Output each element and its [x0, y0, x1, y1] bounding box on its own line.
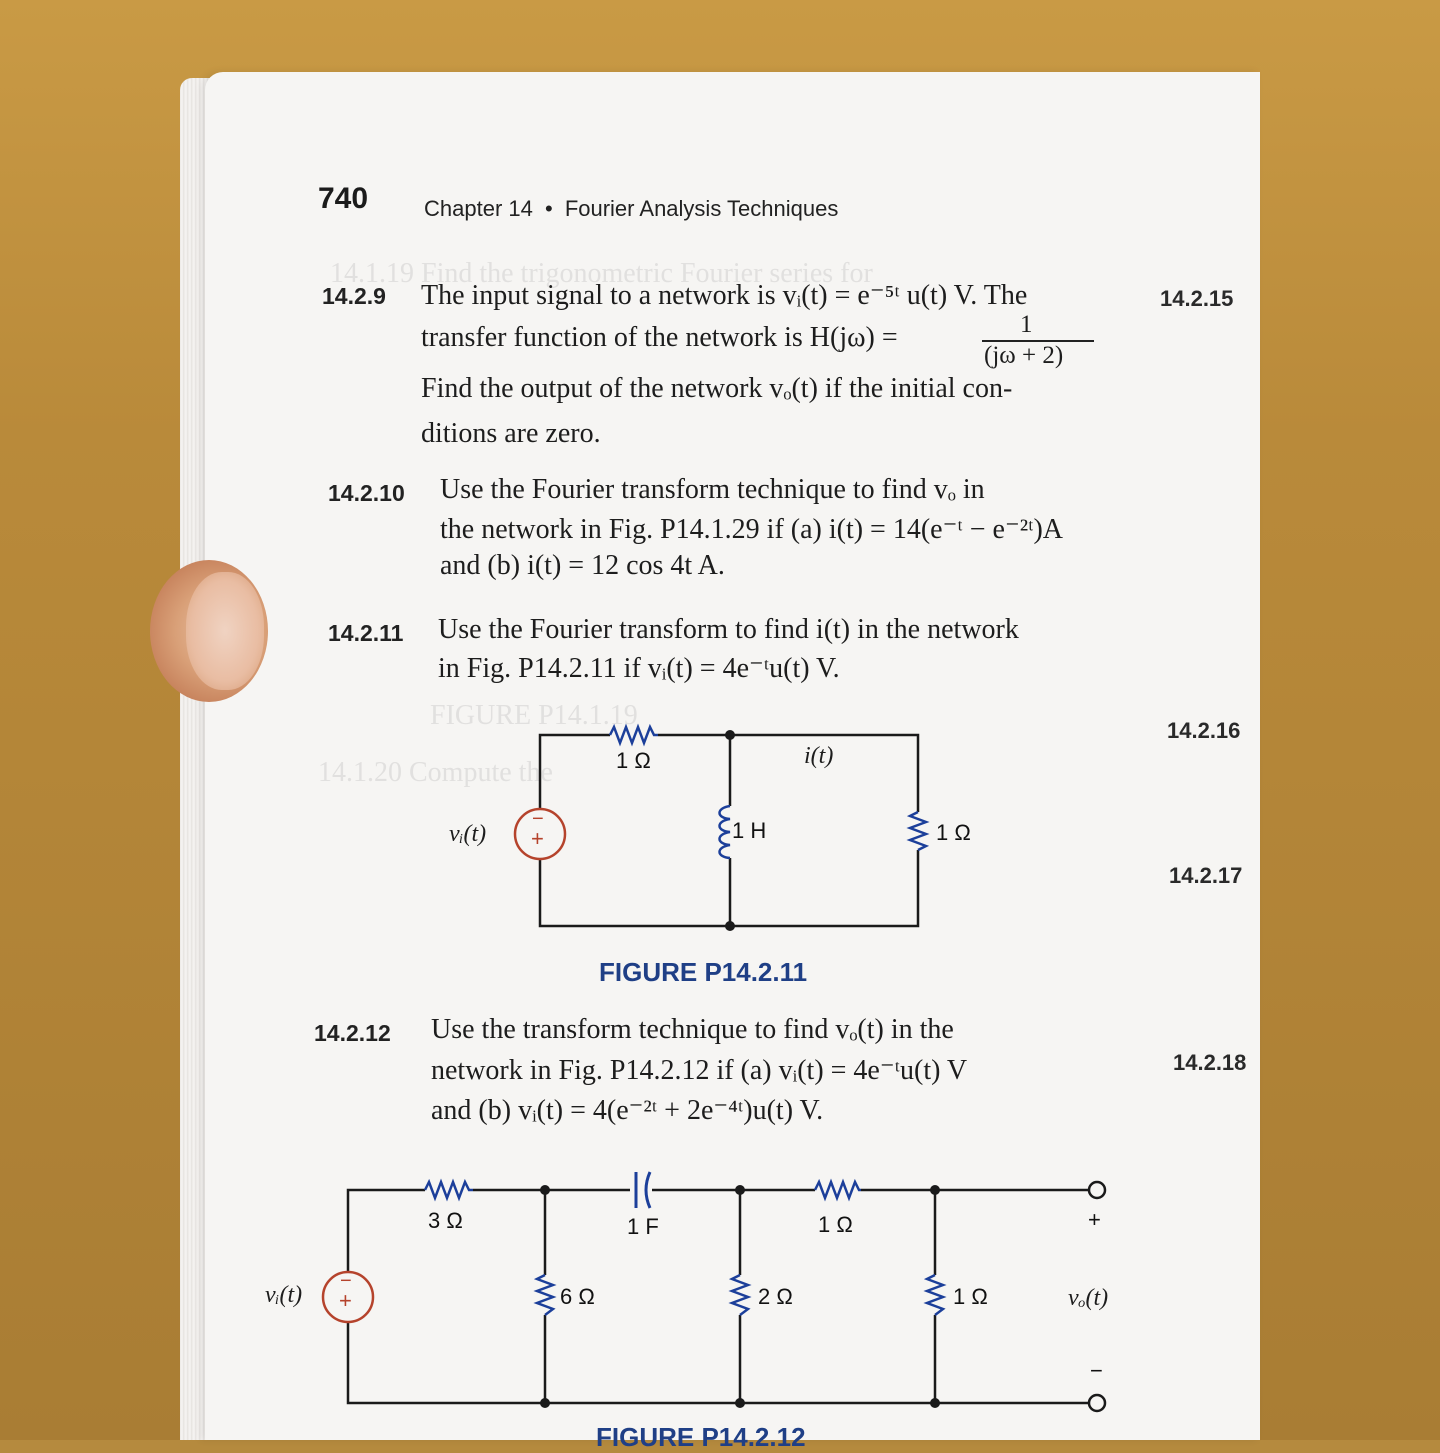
problem-text-line: the network in Fig. P14.1.29 if (a) i(t) = 14(e⁻ᵗ − e⁻²ᵗ)A [440, 514, 1064, 545]
margin-problem-number: 14.2.15 [1160, 286, 1234, 311]
capacitor-label: 1 F [627, 1214, 659, 1239]
junction-node [540, 1185, 550, 1195]
figure-caption: FIGURE P14.2.12 [596, 1422, 806, 1452]
resistor-label: 1 Ω [953, 1284, 988, 1309]
figure-caption: FIGURE P14.2.11 [599, 957, 808, 987]
problem-text-line: Use the Fourier transform to find i(t) in the network [438, 614, 1019, 645]
junction-node [540, 1398, 550, 1408]
fraction-numerator: 1 [1020, 311, 1033, 338]
problem-text-line: Use the transform technique to find vₒ(t) in the [431, 1014, 954, 1045]
chapter-title: Fourier Analysis Techniques [564, 196, 839, 221]
bleed-through-figure: FIGURE P14.1.19 [430, 700, 638, 731]
output-terminal-negative [1089, 1395, 1105, 1411]
resistor-label: 1 Ω [616, 748, 651, 773]
resistor-label: 1 Ω [936, 820, 971, 845]
margin-problem-number: 14.2.17 [1169, 863, 1243, 888]
capacitor-plate-curved [646, 1172, 650, 1208]
header-bullet: • [544, 196, 553, 221]
source-plus-sign: + [531, 826, 544, 851]
figure-caption-clip [596, 1422, 836, 1452]
problem-text-line: transfer function of the network is H(jω) = [421, 322, 898, 353]
source-label: vᵢ(t) [265, 1282, 303, 1308]
junction-node [725, 921, 735, 931]
inductor-1-h [720, 806, 731, 858]
output-minus-sign: − [1090, 1358, 1103, 1383]
junction-node [735, 1398, 745, 1408]
resistor-label: 6 Ω [560, 1284, 595, 1309]
junction-node [930, 1398, 940, 1408]
junction-node [930, 1185, 940, 1195]
resistor-1-ohm-series [815, 1182, 861, 1198]
problem-text-line: and (b) i(t) = 12 cos 4t A. [440, 550, 725, 581]
problem-text-line: The input signal to a network is vᵢ(t) = e⁻⁵ᵗ u(t) V. The [421, 280, 1028, 311]
wire [658, 735, 918, 812]
source-plus-sign: + [339, 1288, 352, 1313]
problem-number: 14.2.9 [322, 283, 386, 309]
inductor-label: 1 H [732, 818, 767, 843]
margin-problem-number: 14.2.18 [1173, 1050, 1247, 1075]
problem-text-line: in Fig. P14.2.11 if vᵢ(t) = 4e⁻ᵗu(t) V. [438, 653, 840, 684]
source-minus-sign: − [532, 808, 544, 830]
problem-text-line: Use the Fourier transform technique to find vₒ in [440, 474, 985, 505]
bleed-through-text: 14.1.19 Find the trigonometric Fourier series for [330, 258, 873, 289]
output-plus-sign: + [1088, 1207, 1101, 1232]
junction-node [735, 1185, 745, 1195]
source-minus-sign: − [340, 1270, 352, 1292]
resistor-6-ohm [537, 1275, 553, 1315]
junction-node [725, 730, 735, 740]
wire [348, 1322, 1091, 1403]
problem-number: 14.2.11 [328, 620, 404, 646]
problem-text-line: ditions are zero. [421, 418, 601, 449]
problem-text-line: Find the output of the network vₒ(t) if the initial con- [421, 373, 1013, 404]
resistor-1-ohm [610, 727, 658, 743]
resistor-label: 1 Ω [818, 1212, 853, 1237]
problem-text-line: network in Fig. P14.2.12 if (a) vᵢ(t) = 4e⁻ᵗu(t) V [431, 1055, 968, 1086]
output-label: vₒ(t) [1068, 1285, 1109, 1311]
resistor-label: 2 Ω [758, 1284, 793, 1309]
page-number: 740 [318, 182, 369, 215]
figure-p14-2-11-circuit [540, 735, 918, 926]
wire [348, 1190, 425, 1272]
chapter-label: Chapter 14 [424, 196, 533, 221]
problem-number: 14.2.12 [314, 1020, 391, 1046]
problem-number: 14.2.10 [328, 480, 405, 506]
resistor-1-ohm-shunt [927, 1275, 943, 1315]
wire [540, 735, 610, 812]
output-terminal-positive [1089, 1182, 1105, 1198]
source-label: vᵢ(t) [449, 821, 487, 847]
current-label: i(t) [804, 743, 834, 769]
fraction-denominator: (jω + 2) [984, 342, 1064, 369]
resistor-2-ohm [732, 1275, 748, 1315]
margin-problem-number: 14.2.16 [1167, 718, 1241, 743]
problem-text-line: and (b) vᵢ(t) = 4(e⁻²ᵗ + 2e⁻⁴ᵗ)u(t) V. [431, 1095, 824, 1126]
resistor-label: 3 Ω [428, 1208, 463, 1233]
resistor-3-ohm [425, 1182, 473, 1198]
resistor-1-ohm-right [910, 812, 926, 850]
bleed-through-text-2: 14.1.20 Compute the [318, 757, 553, 788]
